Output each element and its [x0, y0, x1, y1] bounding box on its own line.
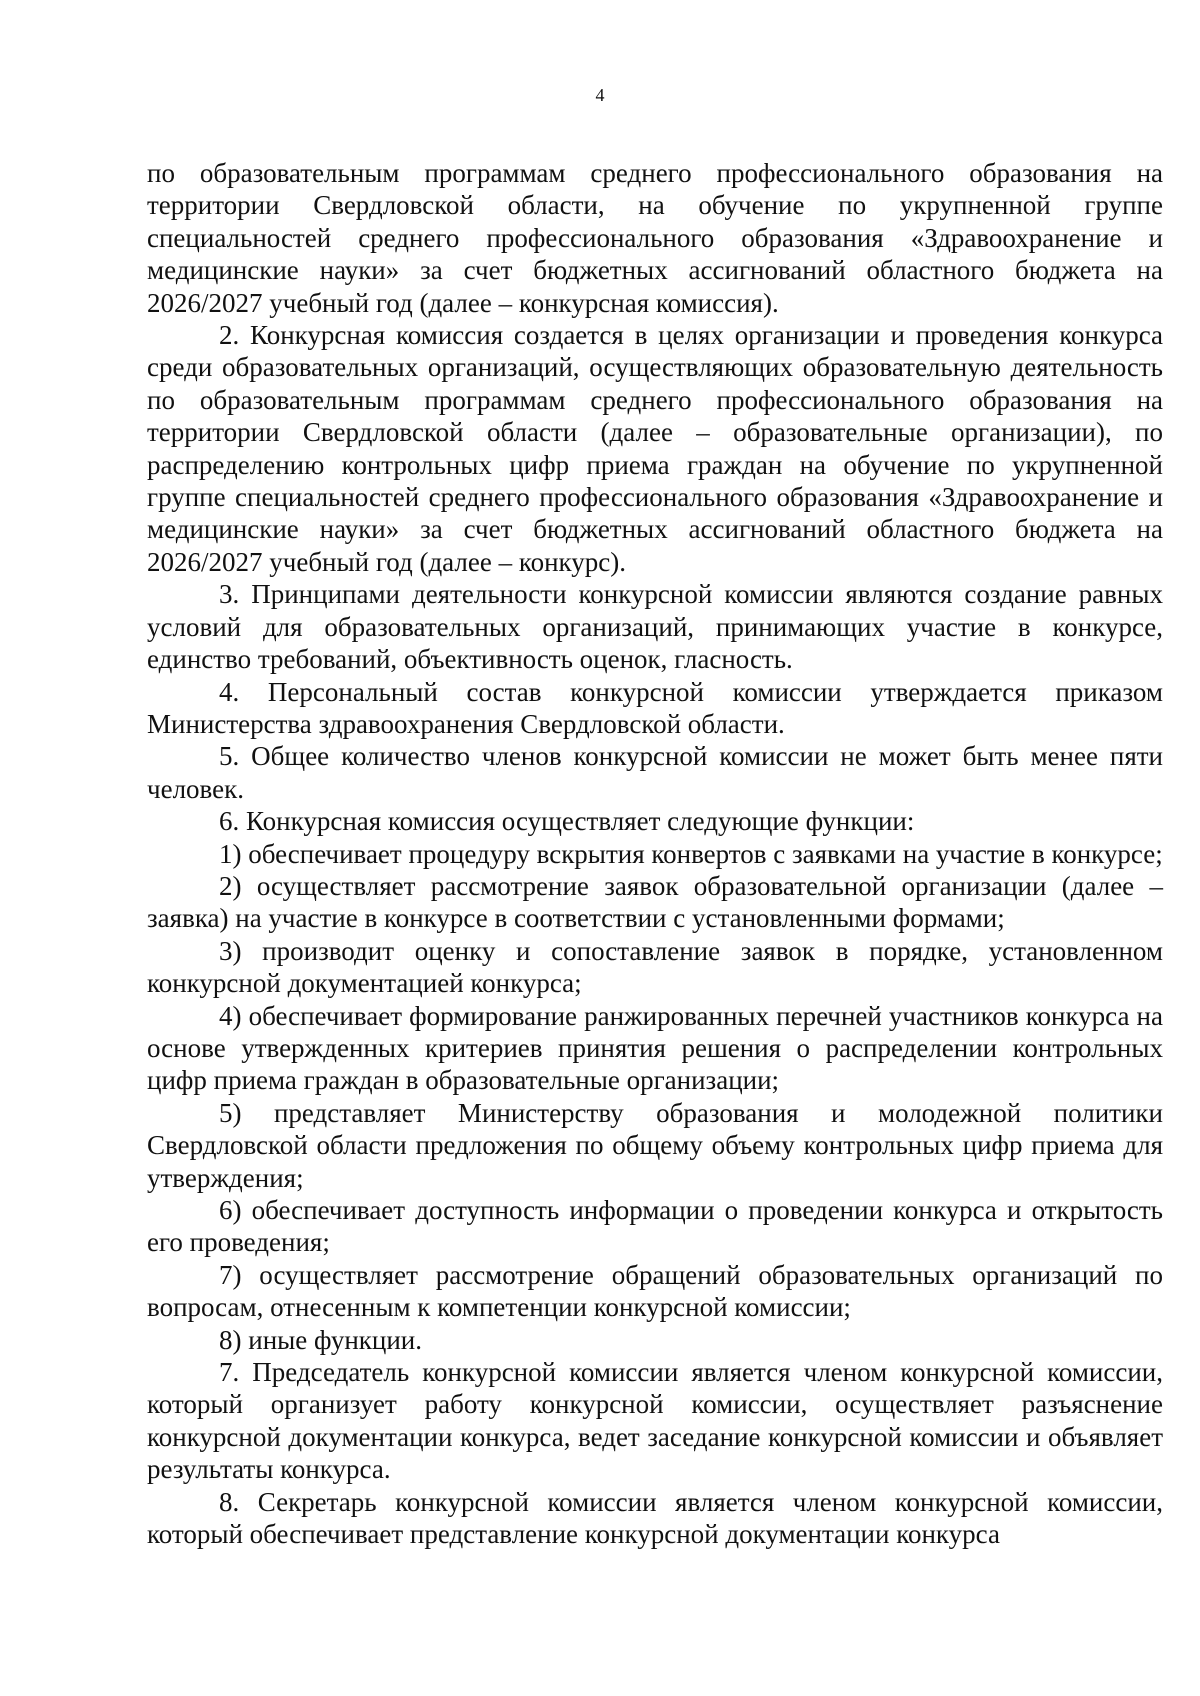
paragraph-continuation: по образовательным программам среднего профессионального образования на территории Свердловской области, на обучение по укрупненной группе специальностей среднего профессионального образования «Здравоохранение и медицинские науки» за счет бюджетных ассигнований областного бюджета на 2026/2027 учебный год (далее – конкурсная комиссия). — [147, 158, 1163, 318]
function-item-7: 7) осуществляет рассмотрение обращений образовательных организаций по вопросам, отнесенным к компетенции конкурсной комиссии; — [147, 1259, 1163, 1323]
document-body — [147, 157, 1163, 1550]
function-item-4: 4) обеспечивает формирование ранжированных перечней участников конкурса на основе утвержденных критериев принятия решения о распределении контрольных цифр приема граждан в образовательные организации; — [147, 1000, 1163, 1096]
function-item-6: 6) обеспечивает доступность информации о проведении конкурса и открытость его проведения; — [147, 1195, 1163, 1258]
paragraph-item-2: 2. Конкурсная комиссия создается в целях организации и проведения конкурса среди образовательных организаций, осуществляющих образовательную деятельность по образовательным программам среднего профессионального образования на территории Свердловской области (далее – образовательные организации), по распределению контрольных цифр приема граждан на обучение по укрупненной группе специальностей среднего профессионального образования «Здравоохранение и медицинские науки» за счет бюджетных ассигнований областного бюджета на 2026/2027 учебный год (далее – конкурс). — [147, 320, 1163, 577]
paragraph-item-6: 6. Конкурсная комиссия осуществляет следующие функции: — [219, 806, 915, 837]
paragraph-item-4: 4. Персональный состав конкурсной комиссии утверждается приказом Министерства здравоохранения Свердловской области. — [147, 676, 1163, 739]
function-item-2: 2) осуществляет рассмотрение заявок образовательной организации (далее – заявка) на участие в конкурсе в соответствии с установленными формами; — [147, 870, 1163, 934]
function-item-3: 3) производит оценку и сопоставление заявок в порядке, установленном конкурсной документацией конкурса; — [147, 935, 1163, 999]
paragraph-item-7: 7. Председатель конкурсной комиссии является членом конкурсной комиссии, который организует работу конкурсной комиссии, осуществляет разъяснение конкурсной документации конкурса, ведет заседание конкурсной комиссии и объявляет результаты конкурса. — [147, 1357, 1163, 1485]
page-number: 4 — [595, 85, 605, 105]
function-item-8: 8) иные функции. — [219, 1324, 423, 1355]
function-item-5: 5) представляет Министерству образования и молодежной политики Свердловской области предложения по общему объему контрольных цифр приема для утверждения; — [147, 1097, 1163, 1193]
function-item-1: 1) обеспечивает процедуру вскрытия конвертов с заявками на участие в конкурсе; — [219, 838, 1163, 869]
paragraph-item-5: 5. Общее количество членов конкурсной комиссии не может быть менее пяти человек. — [147, 741, 1163, 804]
paragraph-item-3: 3. Принципами деятельности конкурсной комиссии являются создание равных условий для образовательных организаций, принимающих участие в конкурсе, единство требований, объективность оценок, гласность. — [147, 579, 1163, 675]
paragraph-item-8: 8. Секретарь конкурсной комиссии является членом конкурсной комиссии, который обеспечивает представление конкурсной документации конкурса — [147, 1486, 1163, 1550]
